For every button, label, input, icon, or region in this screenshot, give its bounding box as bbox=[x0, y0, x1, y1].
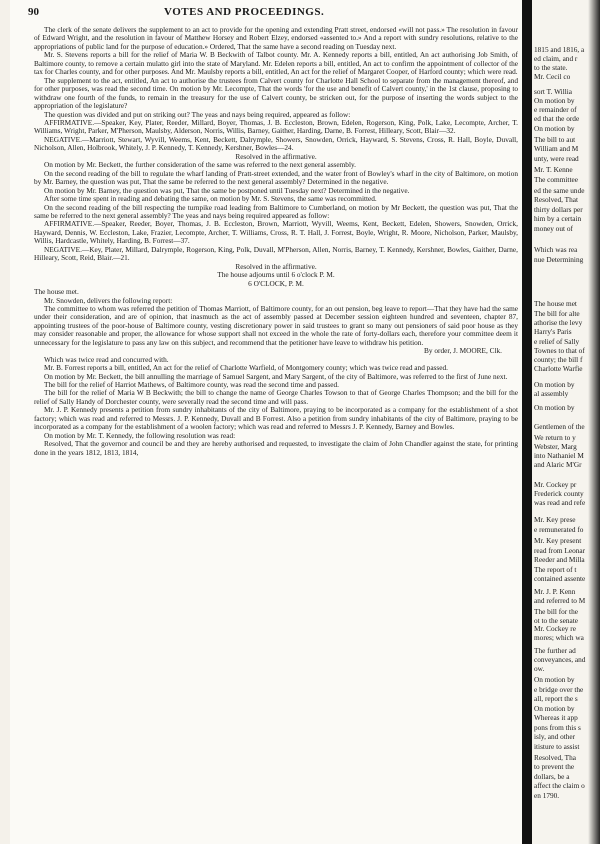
margin-text-fragment: into Nathaniel M bbox=[534, 451, 584, 460]
margin-text-fragment: ed the same unde bbox=[534, 186, 585, 195]
margin-text-fragment: read from Leonar bbox=[534, 546, 586, 555]
margin-text-fragment: Mr. Key present bbox=[534, 536, 582, 545]
margin-text-fragment: 1815 and 1816, a bbox=[534, 45, 585, 54]
margin-text-fragment: county; the bill f bbox=[534, 355, 583, 364]
paragraph: The house met. bbox=[34, 287, 79, 297]
margin-text-fragment: pons from this s bbox=[534, 723, 581, 732]
paragraph: 6 O'CLOCK, P. M. bbox=[248, 278, 304, 288]
paragraph: Mr. S. Stevens reports a bill for the relief of Maria W. B Beckwith of Talbot county. Mr. A. Kennedy reports a bill, entitled, An act authorising Job Smith, of Baltimore county, to remove a certain mulatto girl into the state of Maryland. Mr. Edelen reports a bill, entitled, An act to confirm the appointment of collector of the tax for Charles county, and for other purposes. And Mr. Maulsby reports a bill, entitled, An act for the relief of Margaret Cooper, of Harford county; which were read. bbox=[34, 50, 518, 77]
margin-text-fragment: e bridge over the bbox=[534, 685, 584, 694]
margin-text-fragment: Mr. J. P. Kenn bbox=[534, 587, 576, 596]
margin-text-fragment: him by a certain bbox=[534, 214, 582, 223]
margin-text-fragment: unty, were read bbox=[534, 154, 579, 163]
margin-text-fragment: e relief of Sally bbox=[534, 337, 580, 346]
paragraph: NEGATIVE.—Marriott, Stewart, Wyvill, Weems, Kent, Beckett, Dalrymple, Showers, Snowden, Orrick, Hayward, S. Stevens, Cross, R. Hall, Boyle, Duvall, Nicholson, Allen, Holbrook, Whitely, J. P. Kennedy, T. Kennedy, Kershner, Bowles—24. bbox=[34, 134, 518, 153]
margin-text-fragment: Mr. Cockey re bbox=[534, 624, 576, 633]
margin-text-fragment: On motion by bbox=[534, 403, 575, 412]
paragraph: The question was divided and put on striking out? The yeas and nays being required, appeared as follow: bbox=[44, 109, 351, 119]
paragraph: On motion by Mr. Barney, the question was put, That the same be postponed until Tuesday next? Determined in the negative. bbox=[44, 185, 410, 195]
paragraph: Mr. Snowden, delivers the following report: bbox=[44, 295, 173, 305]
margin-text-fragment: Whereas it app bbox=[534, 713, 578, 722]
margin-text-fragment: The report of t bbox=[534, 565, 577, 574]
margin-text-fragment: mores; which wa bbox=[534, 633, 584, 642]
margin-text-fragment: all, report the s bbox=[534, 694, 578, 703]
margin-text-fragment: Mr. T. Kenne bbox=[534, 165, 573, 174]
paragraph: On motion by Mr. Beckett, the further consideration of the same was referred to the next general assembly. bbox=[44, 160, 356, 170]
margin-text-fragment: al assembly bbox=[534, 389, 569, 398]
left-page-edge bbox=[0, 0, 10, 844]
page-number: 90 bbox=[28, 6, 39, 18]
margin-text-fragment: On motion by bbox=[534, 704, 575, 713]
margin-text-fragment: ot to the senate bbox=[534, 616, 578, 625]
margin-text-fragment: Mr. Cecil co bbox=[534, 72, 571, 81]
margin-text-fragment: The further ad bbox=[534, 646, 576, 655]
margin-text-fragment: Webster, Marg bbox=[534, 442, 577, 451]
paragraph: Mr. B. Forrest reports a bill, entitled, An act for the relief of Charlotte Warfield, of Montgomery county; which was twice read and passed. bbox=[44, 363, 448, 373]
paragraph: NEGATIVE.—Key, Plater, Millard, Dalrymple, Rogerson, King, Polk, Duvall, M'Pherson, Allen, Norris, Barney, T. Kennedy, Kershner, Bowles, Gaither, Darne, Hilleary, Scott, Reid, Blair.—21. bbox=[34, 244, 518, 263]
margin-text-fragment: sort T. Willia bbox=[534, 87, 573, 96]
page-header bbox=[10, 6, 522, 20]
paragraph: The house adjourns until 6 o'clock P. M. bbox=[217, 270, 335, 280]
margin-text-fragment: The house met bbox=[534, 299, 577, 308]
margin-text-fragment: Mr. Cockey pr bbox=[534, 480, 577, 489]
margin-text-fragment: e remainder of bbox=[534, 105, 577, 114]
margin-text-fragment: dollars, be a bbox=[534, 772, 570, 781]
margin-text-fragment: nue Determining bbox=[534, 255, 584, 264]
paragraph: Mr. J. P. Kennedy presents a petition from sundry inhabitants of the city of Baltimore, praying to be incorporated as a company for the establishment of a shot factory; which was read and referred to Messrs. J. P. Kennedy, Duvall and B Forrest. Also a petition from sundry inhabitants of the city of Baltimore, praying to be incorporated as a company for the establishment of a woolen factory; which was read and referred to Messrs J. P. Kennedy, Barney and Bowles. bbox=[34, 405, 518, 432]
margin-text-fragment: was read and refe bbox=[534, 498, 586, 507]
margin-text-fragment: contained assente bbox=[534, 574, 586, 583]
paragraph: AFFIRMATIVE.—Speaker, Key, Plater, Reeder, Millard, Boyer, Thomas, J. B. Eccleston, Brown, Edelen, Rogerson, King, Polk, Lake, Lecompte, Archer, T. Williams, Wright, Parker, M'Pherson, Maulsby, Alderson, Norris, Willis, Barney, Gaither, Harding, Darne, B. Forrest, Hilleary, Scott, Blair—32. bbox=[34, 117, 518, 136]
margin-text-fragment: money out of bbox=[534, 224, 573, 233]
margin-text-fragment: to prevent the bbox=[534, 762, 575, 771]
margin-text-fragment: affect the claim o bbox=[534, 781, 585, 790]
margin-text-fragment: On motion by bbox=[534, 96, 575, 105]
margin-text-fragment: Frederick county bbox=[534, 489, 584, 498]
margin-text-fragment: The bill for the bbox=[534, 607, 578, 616]
margin-text-fragment: ow. bbox=[534, 664, 545, 673]
margin-text-fragment: On motion by bbox=[534, 380, 575, 389]
margin-text-fragment: On motion by bbox=[534, 124, 575, 133]
paragraph: On the second reading of the bill respecting the turnpike road leading from Baltimore to Cumberland, on motion by Mr Beckett, the question was put, That the same be referred to the next general assembly? The yeas and nays being required appeared as follow: bbox=[34, 202, 518, 220]
margin-text-fragment: and Alaric M'Gr bbox=[534, 460, 582, 469]
right-edge-shadow bbox=[588, 0, 600, 844]
margin-text-fragment: to the state. bbox=[534, 63, 568, 72]
paragraph: Which was twice read and concurred with. bbox=[44, 354, 169, 364]
margin-text-fragment: thirty dollars per bbox=[534, 205, 583, 214]
main-text-body bbox=[10, 0, 522, 457]
margin-text-fragment: isly, and other bbox=[534, 732, 576, 741]
margin-text-fragment: The bill to aut bbox=[534, 135, 576, 144]
paragraph: The clerk of the senate delivers the supplement to an act to provide for the opening and extending Pratt street, endorsed «will not pass.» The resolution in favour of Edward Wright, and the resolution in favour of Matthew Horsey and Robert Elzey, endorsed «assented to.» And a report with sundry resolutions, relative to the appropriations of public land for the purpose of education.» Ordered, That the same have a second reading on Tuesday next. bbox=[34, 25, 518, 51]
paragraph: The bill for the relief of Harriot Mathews, of Baltimore county, was read the second time and passed. bbox=[44, 380, 339, 390]
margin-text-fragment: athorise the levy bbox=[534, 318, 583, 327]
margin-text-fragment: We return to y bbox=[534, 433, 576, 442]
paragraph: On the second reading of the bill to regulate the wharf landing of Pratt-street extended, and the water front of Bowley's wharf in the city of Baltimore, on motion by Mr. Barney, the question was put, That the same be referred to the next general assembly? Determined in the negative. bbox=[34, 168, 518, 187]
margin-text-fragment: Townes to that of bbox=[534, 346, 585, 355]
paragraph: By order, J. MOORE, Clk. bbox=[424, 346, 502, 356]
paragraph: On motion by Mr. Beckett, the bill annulling the marriage of Samuel Sargent, and Mary Sargent, of the city of Baltimore, was referred to the first of June next. bbox=[44, 371, 508, 381]
margin-text-fragment: Mr. Key prese bbox=[534, 515, 576, 524]
paragraph: Resolved in the affirmative. bbox=[235, 151, 317, 161]
margin-text-fragment: The committee bbox=[534, 175, 578, 184]
main-page-column bbox=[10, 0, 522, 844]
paragraph: The supplement to the act, entitled, An act to authorise the trustees from Calvert county for Charlotte Hall School to separate from the management thereof, and for other purposes, was read the second time. On motion by Mr. Lecompte, That the words 'for the use and benefit of Calvert county,' in the 1st clause, proposing to withdraw one fourth of the funds, to remain in the treasury for the use of Calvert county, be stricken out, for the purpose of inserting the words subject to the appropriation of the legislature? bbox=[34, 75, 518, 111]
paragraph: AFFIRMATIVE.—Speaker, Reeder, Boyer, Thomas, J. B. Eccleston, Brown, Marriott, Wyvill, Weems, Kent, Beckett, Edelen, Showers, Snowden, Orrick, Hayward, Dennis, W. Eccleston, Lake, Frazier, Lecompte, Archer, T. Williams, Cross, R. T. Hall, J. Forrest, Boyle, Wright, R. Moore, Nicholson, Parker, Maulsby, Willis, Hardcastle, Whitely, Harding, B. Forrest—37. bbox=[34, 219, 518, 246]
paragraph: The committee to whom was referred the petition of Thomas Marriott, of Baltimore county, for an out pension, beg leave to report—That they have had the same under their consideration, and are of opinion, that inasmuch as the act of assembly passed at December session eighteen hundred and seventeen, chapter 87, appointing trustees of the poor-house of Baltimore county, vesting discretionary power in said trustees to grant so many out pensioners of said poor house as they may consider reasonable and proper, the allowance for whose support shall not exceed in the whole the rate of forty-dollars each, therefore your committee deem it unnecessary for the legislature to pass any law on this subject, and recommend that the petitioner have leave to withdraw his petition. bbox=[34, 303, 518, 347]
margin-text-fragment: Charlotte Warfie bbox=[534, 364, 583, 373]
paragraph: The bill for the relief of Maria W B Beckwith; the bill to change the name of George Charles Towson to that of George Charles Thompson; and the bill for the relief of Sally Handy of Dorchester county, were severally read the second time and will pass. bbox=[34, 388, 518, 406]
margin-text-fragment: ed claim, and r bbox=[534, 54, 578, 63]
page-title: VOTES AND PROCEEDINGS. bbox=[164, 6, 325, 18]
margin-text-fragment: Gentlemen of the bbox=[534, 422, 585, 431]
margin-text-fragment: ed that the orde bbox=[534, 114, 580, 123]
margin-text-fragment: and referred to M bbox=[534, 596, 586, 605]
margin-text-fragment: itisture to assist bbox=[534, 742, 580, 751]
margin-text-fragment: Resolved, That bbox=[534, 195, 579, 204]
margin-text-fragment: Which was rea bbox=[534, 245, 578, 254]
paragraph: After some time spent in reading and debating the same, on motion by Mr. S. Stevens, the same was recommitted. bbox=[44, 194, 377, 204]
margin-text-fragment: conveyances, and bbox=[534, 655, 586, 664]
binding-gutter bbox=[522, 0, 532, 844]
paragraph: Resolved, That the governor and council be and they are hereby authorised and requested, to investigate the claim of John Chandler against the state, for printing done in the years 1812, 1813, 1814, bbox=[34, 439, 518, 457]
margin-text-fragment: e remunerated fo bbox=[534, 525, 584, 534]
margin-text-fragment: William and M bbox=[534, 144, 579, 153]
margin-text-fragment: en 1790. bbox=[534, 791, 560, 800]
margin-text-fragment: On motion by bbox=[534, 675, 575, 684]
margin-text-fragment: Reeder and Milla bbox=[534, 555, 585, 564]
margin-text-fragment: Resolved, Tha bbox=[534, 753, 577, 762]
margin-text-fragment: The bill for alte bbox=[534, 309, 580, 318]
paragraph: Resolved in the affirmative. bbox=[235, 261, 317, 271]
margin-text-fragment: Harry's Paris bbox=[534, 327, 572, 336]
paragraph: On motion by Mr. T. Kennedy, the following resolution was read: bbox=[44, 430, 236, 440]
